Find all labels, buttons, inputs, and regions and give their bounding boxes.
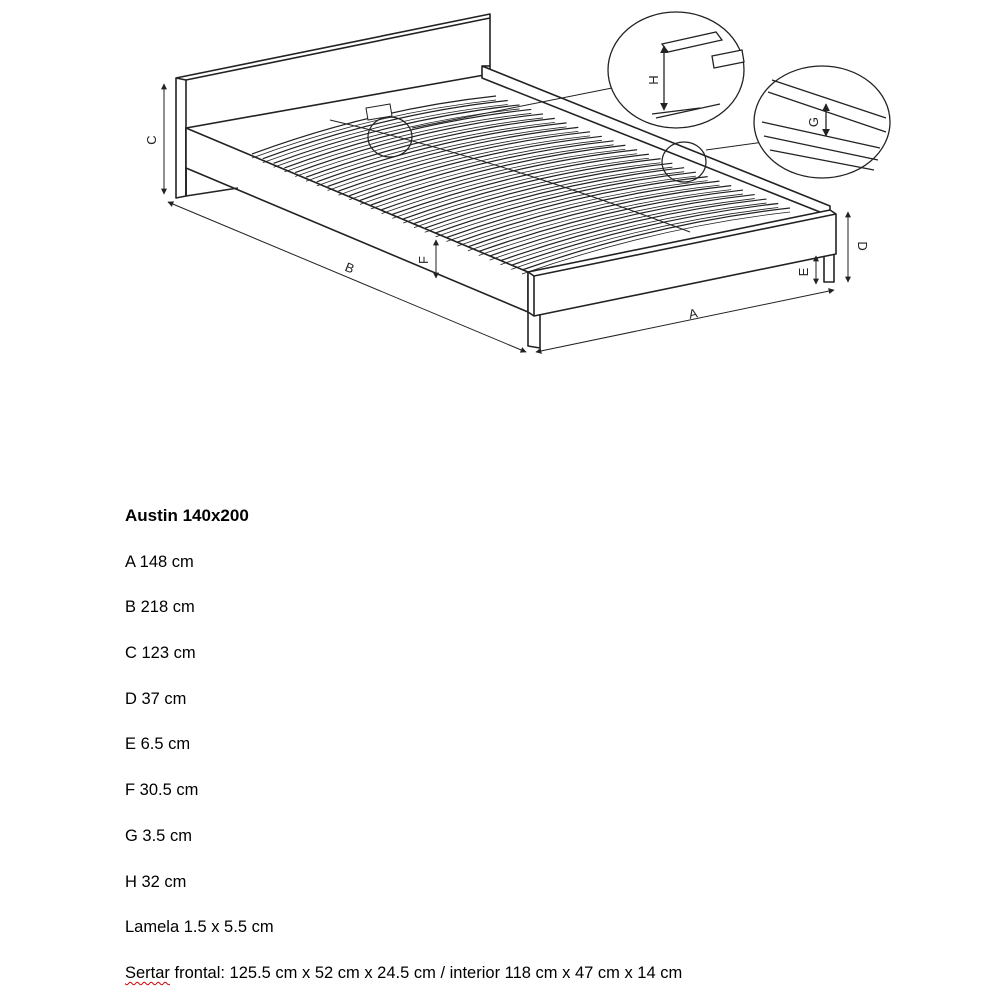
detail-marker-slat xyxy=(368,117,412,157)
misspelled-word: Sertar xyxy=(125,963,170,982)
dim-label-c: C xyxy=(144,135,159,145)
dim-label-f: F xyxy=(416,256,431,264)
spec-line-f: F 30.5 cm xyxy=(125,781,199,800)
dim-label-e: E xyxy=(796,267,811,277)
spec-line-d: D 37 cm xyxy=(125,689,187,708)
dim-label-a: A xyxy=(687,305,699,322)
spec-line-b: B 218 cm xyxy=(125,598,195,617)
bed-technical-drawing xyxy=(0,0,1000,400)
spec-line-drawer xyxy=(125,960,985,986)
spec-line-a: A 148 cm xyxy=(125,552,194,571)
spec-line-e: E 6.5 cm xyxy=(125,735,191,754)
drawer-dimensions: frontal: 125.5 cm x 52 cm x 24.5 cm / interior 118 cm x 47 cm x 14 cm xyxy=(169,963,683,982)
product-title: Austin 140x200 xyxy=(125,506,249,525)
specifications xyxy=(125,503,985,1000)
bed-drawing-svg xyxy=(0,0,1000,400)
spec-line-c: C 123 cm xyxy=(125,644,196,663)
spec-line-h: H 32 cm xyxy=(125,872,187,891)
dim-label-g: G xyxy=(806,116,821,128)
dim-label-d: D xyxy=(855,241,870,251)
spec-line-slat: Lamela 1.5 x 5.5 cm xyxy=(125,918,274,937)
dim-label-h: H xyxy=(646,75,661,85)
dim-label-b: B xyxy=(342,259,357,277)
spec-line-g: G 3.5 cm xyxy=(125,826,192,845)
